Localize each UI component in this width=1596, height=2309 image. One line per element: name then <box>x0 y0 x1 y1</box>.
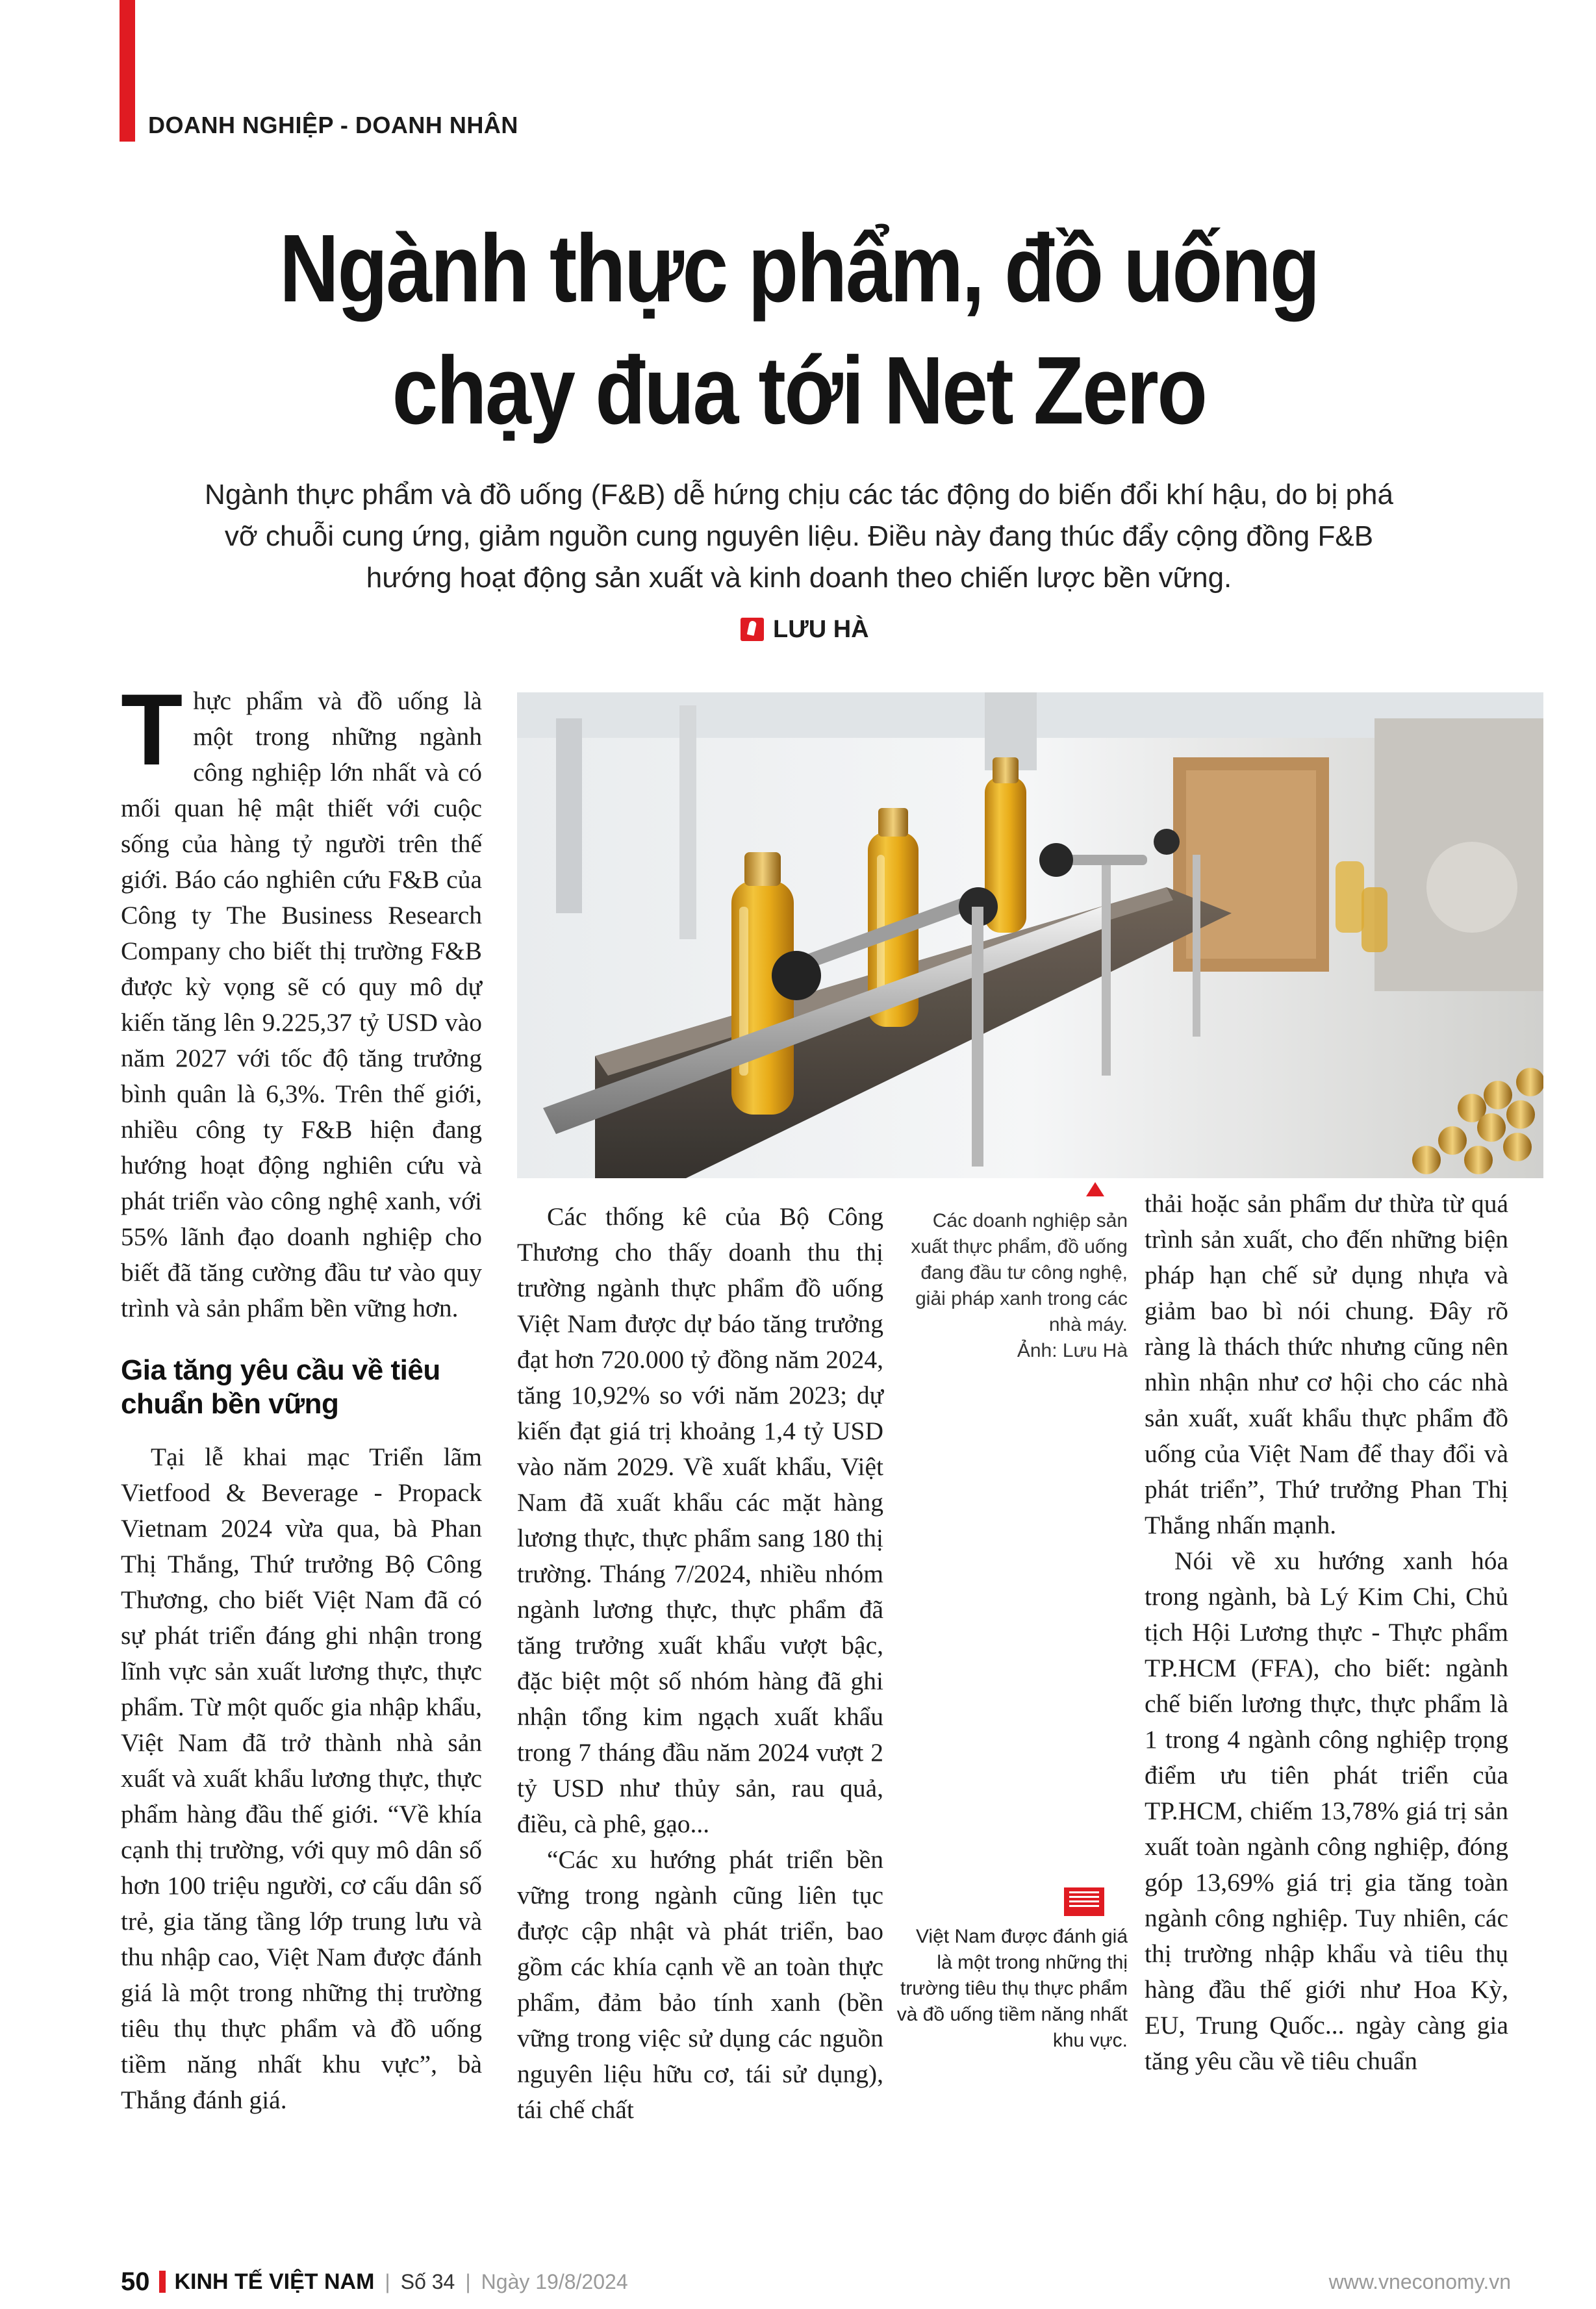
article-title <box>246 208 1352 452</box>
title-line-1: Ngành thực phẩm, đồ uống <box>279 215 1319 322</box>
page-number: 50 <box>121 2267 150 2296</box>
website-link[interactable]: www.vneconomy.vn <box>1328 2269 1511 2293</box>
article-photo <box>517 692 1543 1178</box>
byline <box>741 613 869 646</box>
quote-list-icon <box>1064 1887 1104 1916</box>
issue-date: Ngày 19/8/2024 <box>481 2269 628 2293</box>
drop-cap: T <box>121 674 183 787</box>
photo-caption <box>896 1208 1128 1364</box>
body-paragraph: Nói về xu hướng xanh hóa trong ngành, bà Lý Kim Chi, Chủ tịch Hội Lương thực - Thực phẩm TP.HCM (FFA), cho biết: ngành chế biến lương thực, thực phẩm là 1 trong 4 ngành công nghiệp trọng điểm ưu tiên phát triển của TP.HCM, chiếm 13,78% giá trị sản xuất toàn ngành công nghiệp, đóng góp 13,69% giá trị gia tăng toàn ngành công nghiệp. Tuy nhiên, các thị trường nhập khẩu và tiêu thụ hàng đầu thế giới như Hoa Kỳ, EU, Trung Quốc... ngày càng gia tăng yêu cầu về tiêu chuẩn <box>1145 1546 1508 2075</box>
caption-text: Các doanh nghiệp sản xuất thực phẩm, đồ uống đang đầu tư công nghệ, giải pháp xanh trong các nhà máy. <box>911 1210 1128 1335</box>
pen-icon <box>741 618 764 641</box>
section-marker-bar <box>120 0 135 142</box>
photo-credit: Ảnh: Lưu Hà <box>1017 1340 1128 1361</box>
intro-text: hực phẩm và đồ uống là một trong những ngành công nghiệp lớn nhất và có mối quan hệ mật thiết với cuộc sống của hàng tỷ người trên thế giới. Báo cáo nghiên cứu F&B của Công ty The Business Research Company cho biết thị trường F&B được kỳ vọng sẽ có quy mô dự kiến tăng lên 9.225,37 tỷ USD vào năm 2027 với tốc độ tăng trưởng bình quân là 6,3%. Trên thế giới, nhiều công ty F&B hiện đang hướng hoạt động nghiên cứu và phát triển vào công nghệ xanh, với 55% lãnh đạo doanh nghiệp cho biết đã tăng cường đầu tư vào quy trình và sản phẩm bền vững hơn. <box>121 687 482 1322</box>
subheading: Gia tăng yêu cầu về tiêu chuẩn bền vững <box>121 1354 440 1420</box>
title-line-2: chạy đua tới Net Zero <box>392 337 1206 444</box>
column-1 <box>121 674 482 2118</box>
bottling-line-photo <box>517 692 1543 1178</box>
footer-separator: | <box>385 2269 390 2293</box>
pull-quote: Việt Nam được đánh giá là một trong những thị trường tiêu thụ thực phẩm và đồ uống tiềm năng nhất khu vực. <box>896 1926 1128 2051</box>
footer-marker <box>159 2271 166 2293</box>
publication-name: KINH TẾ VIỆT NAM <box>174 2269 375 2294</box>
page-footer <box>121 2265 1511 2298</box>
author-name: LƯU HÀ <box>773 615 869 643</box>
caption-pointer-icon <box>1086 1182 1104 1196</box>
body-paragraph: “Các xu hướng phát triển bền vững trong ngành cũng liên tục được cập nhật và phát triển, bao gồm các khía cạnh về an toàn thực phẩm, đảm bảo tính xanh (bền vững trong việc sử dụng các nguồn nguyên liệu hữu cơ, tái sử dụng), tái chế chất <box>517 1845 883 2124</box>
body-paragraph: Tại lễ khai mạc Triển lãm Vietfood & Beverage - Propack Vietnam 2024 vừa qua, bà Phan Thị Thắng, Thứ trưởng Bộ Công Thương, cho biết Việt Nam đã có sự phát triển đáng ghi nhận trong lĩnh vực sản xuất lương thực, thực phẩm. Từ một quốc gia nhập khẩu, Việt Nam đã trở thành nhà sản xuất và xuất khẩu lương thực, thực phẩm hàng đầu thế giới. “Về khía cạnh thị trường, với quy mô dân số hơn 100 triệu người, cơ cấu dân số trẻ, gia tăng tầng lớp trung lưu và thu nhập cao, Việt Nam được đánh giá là một trong những thị trường tiêu thụ thực phẩm và đồ uống tiềm năng nhất khu vực”, bà Thắng đánh giá. <box>121 1443 482 2114</box>
section-label: DOANH NGHIỆP - DOANH NHÂN <box>148 112 518 138</box>
issue-number: Số 34 <box>400 2269 455 2293</box>
column-3 <box>1145 1186 1508 2079</box>
intro-paragraph <box>121 674 482 1326</box>
body-paragraph: Các thống kê của Bộ Công Thương cho thấy doanh thu thị trường ngành thực phẩm đồ uống Việt Nam được dự báo tăng trưởng đạt hơn 720.000 tỷ đồng năm 2024, tăng 10,92% so với năm 2023; dự kiến đạt giá trị khoảng 1,4 tỷ USD vào năm 2029. Về xuất khẩu, Việt Nam đã xuất khẩu các mặt hàng lương thực, thực phẩm sang 180 thị trường. Tháng 7/2024, nhiều nhóm ngành lương thực, thực phẩm đã tăng trưởng xuất khẩu vượt bậc, đặc biệt một số nhóm hàng đã ghi nhận tổng kim ngạch xuất khẩu trong 7 tháng đầu năm 2024 vượt 2 tỷ USD như thủy sản, rau quả, điều, cà phê, gạo... <box>517 1202 883 1838</box>
body-paragraph: thải hoặc sản phẩm dư thừa từ quá trình sản xuất, cho đến những biện pháp hạn chế sử dụng nhựa và giảm bao bì nói chung. Đây rõ ràng là thách thức nhưng cũng nên nhìn nhận như cơ hội cho các nhà sản xuất, xuất khẩu thực phẩm đồ uống của Việt Nam để thay đổi và phát triển”, Thứ trưởng Phan Thị Thắng nhấn mạnh. <box>1145 1189 1508 1539</box>
article-lead: Ngành thực phẩm và đồ uống (F&B) dễ hứng chịu các tác động do biến đổi khí hậu, do bị phá vỡ chuỗi cung ứng, giảm nguồn cung nguyên liệu. Điều này đang thúc đẩy cộng đồng F&B hướng hoạt động sản xuất và kinh doanh theo chiến lược bền vững. <box>205 479 1393 594</box>
column-2 <box>517 1199 883 2128</box>
footer-separator: | <box>465 2269 471 2293</box>
